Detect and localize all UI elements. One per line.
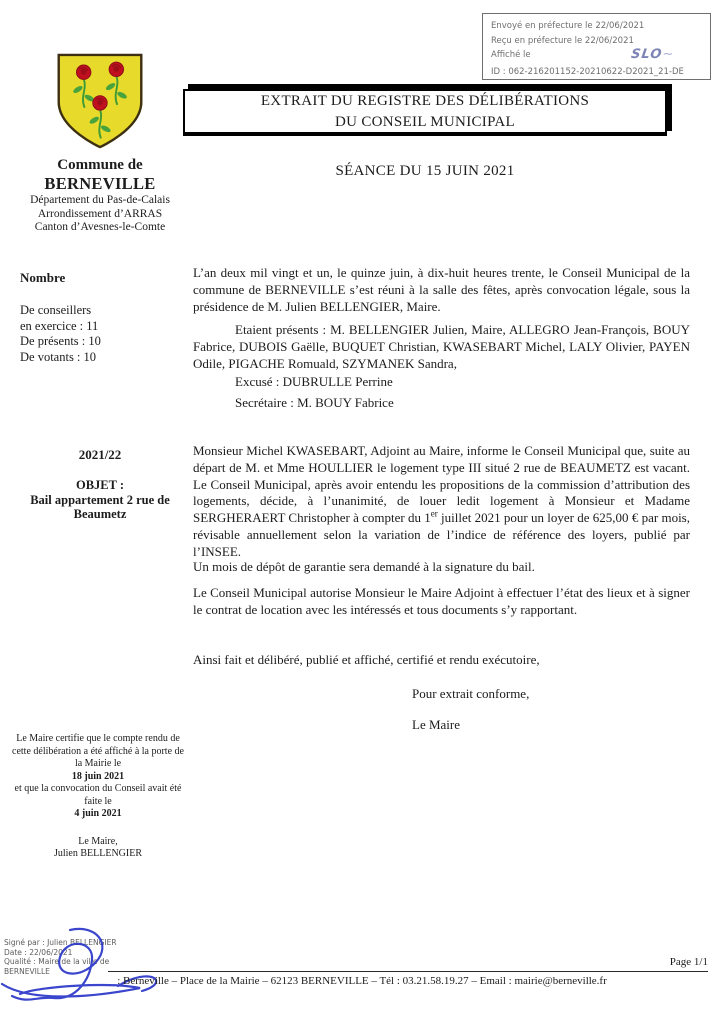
closing-pour-extrait: Pour extrait conforme, xyxy=(412,686,530,701)
nombre-line-conseillers: De conseillers xyxy=(20,303,92,317)
signature-date: Date : 22/06/2021 xyxy=(4,947,73,957)
stamp-received-line: Reçu en préfecture le 22/06/2021 xyxy=(491,35,634,46)
stamp-sent-line: Envoyé en préfecture le 22/06/2021 xyxy=(491,21,645,31)
certification-part2: et que la convocation du Conseil avait été faite le xyxy=(14,783,182,807)
deliberation-text-start: Monsieur Michel KWASEBART, Adjoint au Maire, informe le Conseil Municipal que, suite au départ de M. et Mme HOULLIER le logement type III situé 2 rue de BEAUMETZ est vacant. Le Conseil Municipal, après avoir entendu les propositions de la commission d’attribution des logements, décide, à l’unanimité, de louer ledit logement à Monsieur et Madame SERGHERAERT Christopher à compter du 1 xyxy=(193,443,690,526)
deliberation-text-end: juillet 2021 pour un loyer de 625,00 € par mois, révisable annuellement selon la variation de l’indice de référence des loyers, publié par l’INSEE. xyxy=(193,510,690,559)
stamp-posted-line: Affiché le xyxy=(491,50,531,60)
body-paragraph-autorisation: Le Conseil Municipal autorise Monsieur le Maire Adjoint à effectuer l’état des lieux et à signer le contrat de location avec les intéressés et tous documents s’y rapportant. xyxy=(193,585,690,617)
footer-address: : Berneville – Place de la Mairie – 62123 BERNEVILLE – Tél : 03.21.58.19.27 – Email : mairie@berneville.fr xyxy=(117,975,607,987)
signature-quality-line2: BERNEVILLE xyxy=(4,966,50,976)
certification-sign-name: Julien BELLENGIER xyxy=(53,848,143,859)
s2low-logo-wave: ∼ xyxy=(661,47,676,62)
nombre-heading: Nombre xyxy=(20,270,66,285)
deliberation-reference-block xyxy=(2,447,198,522)
page-number: Page 1/1 xyxy=(669,956,708,968)
prefecture-stamp xyxy=(482,13,711,80)
nombre-line-votants: De votants : 10 xyxy=(20,349,97,364)
body-paragraph-deliberation xyxy=(193,443,690,561)
objet-line1: Bail appartement 2 rue de xyxy=(30,492,170,507)
objet-line2: Beaumetz xyxy=(73,507,127,521)
nombre-block xyxy=(20,270,182,365)
certification-part1: Le Maire certifie que le compte rendu de cette délibération a été affiché à la porte de la Mairie le xyxy=(12,733,184,769)
body-paragraph-garantie: Un mois de dépôt de garantie sera demandé à la signature du bail. xyxy=(193,559,535,574)
body-paragraph-ainsi-fait: Ainsi fait et délibéré, publié et affiché, certifié et rendu exécutoire, xyxy=(193,652,540,667)
commune-arrondissement: Arrondissement d’ARRAS xyxy=(37,207,163,220)
body-paragraph-opening: L’an deux mil vingt et un, le quinze juin, à dix-huit heures trente, le Conseil Municipal de la commune de BERNEVILLE s’est réuni à la salle des fêtes, après convocation légale, sous la présidence de M. Julien BELLENGIER, Maire. xyxy=(193,265,690,314)
objet-label: OBJET : xyxy=(75,478,125,492)
commune-name-line1: Commune de xyxy=(57,157,143,173)
seance-title: SÉANCE DU 15 JUIN 2021 xyxy=(335,163,515,179)
deliberation-title-box xyxy=(183,89,667,136)
stamp-id-line: ID : 062-216201152-20210622-D2021_21-DE xyxy=(491,66,684,77)
body-paragraph-secretaire: Secrétaire : M. BOUY Fabrice xyxy=(235,395,394,410)
signature-quality-line1: Qualité : Maire de la ville de xyxy=(4,957,110,966)
certification-date-affichage: 18 juin 2021 xyxy=(71,770,125,782)
signature-signed-by: Signé par : Julien BELLENGIER xyxy=(4,938,117,947)
commune-name-line2: BERNEVILLE xyxy=(44,174,156,193)
certification-date-convocation: 4 juin 2021 xyxy=(74,808,122,819)
deliberation-number: 2021/22 xyxy=(78,447,122,462)
body-paragraph-excuse: Excusé : DUBRULLE Perrine xyxy=(235,374,393,389)
certification-block xyxy=(12,733,184,861)
footer-divider xyxy=(108,971,708,972)
commune-block xyxy=(2,156,198,235)
title-line2: DU CONSEIL MUNICIPAL xyxy=(335,113,515,130)
closing-le-maire: Le Maire xyxy=(412,717,461,732)
commune-departement: Département du Pas-de-Calais xyxy=(30,194,170,206)
nombre-line-presents: De présents : 10 xyxy=(20,334,101,348)
certification-sign-title: Le Maire, xyxy=(78,835,118,847)
commune-canton: Canton d’Avesnes-le-Comte xyxy=(34,221,166,233)
s2low-logo: SLO∼ xyxy=(629,47,676,62)
nombre-line-exercice: en exercice : 11 xyxy=(20,318,99,333)
coat-of-arms-icon xyxy=(52,46,148,156)
title-line1: EXTRAIT DU REGISTRE DES DÉLIBÉRATIONS xyxy=(260,92,590,109)
body-paragraph-presents: Etaient présents : M. BELLENGIER Julien, Maire, ALLEGRO Jean-François, BOUY Fabrice, DUBOIS Gaëlle, BUQUET Christian, KWASEBART Michel, LALY Olivier, PAYEN Odile, PIGACHE Romuald, SZYMANEK Sandra, xyxy=(193,322,690,371)
deliberation-ordinal-sup: er xyxy=(430,508,438,519)
